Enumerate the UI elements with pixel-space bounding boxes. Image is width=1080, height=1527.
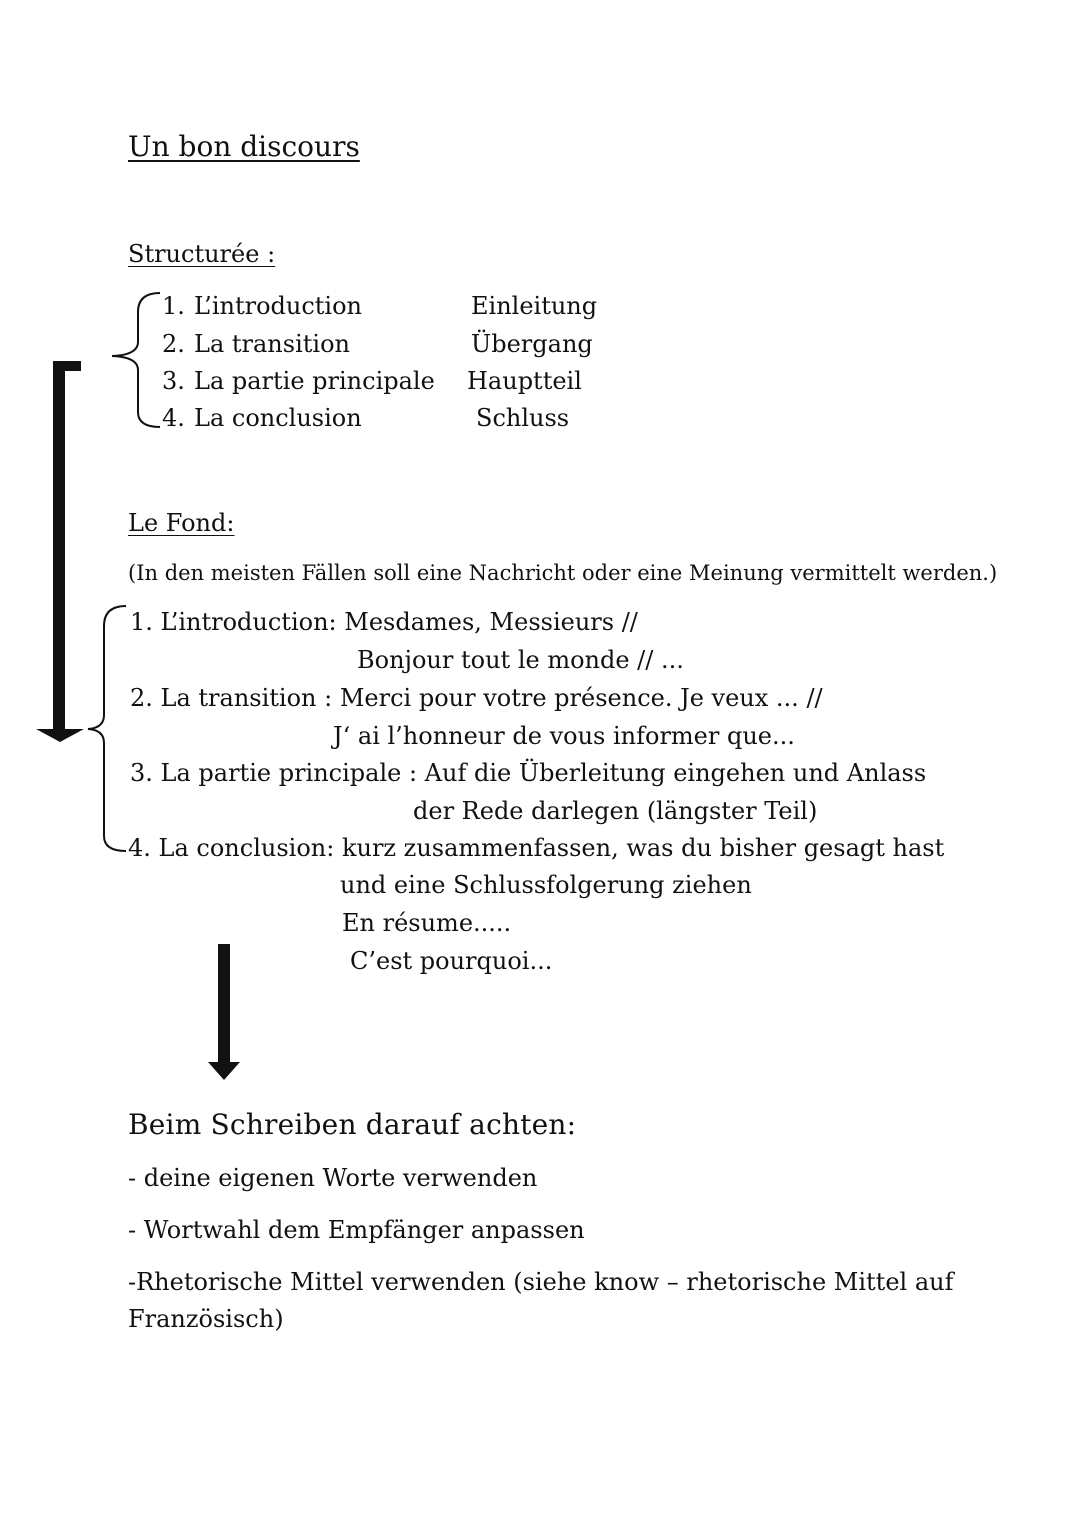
fond-line: Bonjour tout le monde // ...	[357, 646, 684, 674]
tips-item: - deine eigenen Worte verwenden	[128, 1164, 538, 1192]
fond-line: 1. L’introduction: Mesdames, Messieurs //	[130, 608, 638, 636]
tips-heading: Beim Schreiben darauf achten:	[128, 1108, 577, 1141]
tips-item: -Rhetorische Mittel verwenden (siehe know – rhetorische Mittel auf	[128, 1268, 954, 1296]
structure-item-french: La partie principale	[194, 367, 435, 395]
fond-line: 2. La transition : Merci pour votre présence. Je veux ... //	[130, 684, 823, 712]
structure-item-french: L’introduction	[194, 292, 362, 320]
page-title: Un bon discours	[128, 130, 360, 163]
fond-note: (In den meisten Fällen soll eine Nachricht oder eine Meinung vermittelt werden.)	[128, 561, 998, 585]
big-down-arrow-icon	[36, 361, 84, 742]
fond-line: En résume.....	[342, 909, 512, 937]
structure-item-number: 3.	[162, 367, 185, 395]
structure-item-german: Schluss	[476, 404, 570, 432]
fond-line: und eine Schlussfolgerung ziehen	[340, 871, 752, 899]
structure-curly-brace	[112, 293, 160, 427]
fond-line: 3. La partie principale : Auf die Überleitung eingehen und Anlass	[130, 759, 927, 787]
structure-item-german: Übergang	[471, 330, 593, 358]
down-arrow-icon	[208, 944, 240, 1080]
fond-line: 4. La conclusion: kurz zusammenfassen, was du bisher gesagt hast	[128, 834, 945, 862]
tips-item: - Wortwahl dem Empfänger anpassen	[128, 1216, 585, 1244]
fond-line: J‘ ai l’honneur de vous informer que...	[333, 722, 795, 750]
structure-item-number: 1.	[162, 292, 185, 320]
fond-line: der Rede darlegen (längster Teil)	[413, 797, 818, 825]
structure-item-number: 4.	[162, 404, 185, 432]
structure-item-number: 2.	[162, 330, 185, 358]
fond-curly-brace	[88, 606, 126, 851]
structure-item-german: Hauptteil	[467, 367, 582, 395]
structure-item-french: La conclusion	[194, 404, 362, 432]
fond-line: C’est pourquoi...	[350, 947, 553, 975]
structure-item-german: Einleitung	[471, 292, 598, 320]
tips-item: Französisch)	[128, 1305, 284, 1333]
structure-item-french: La transition	[194, 330, 350, 358]
fond-heading: Le Fond:	[128, 509, 235, 537]
structure-heading: Structurée :	[128, 240, 276, 268]
